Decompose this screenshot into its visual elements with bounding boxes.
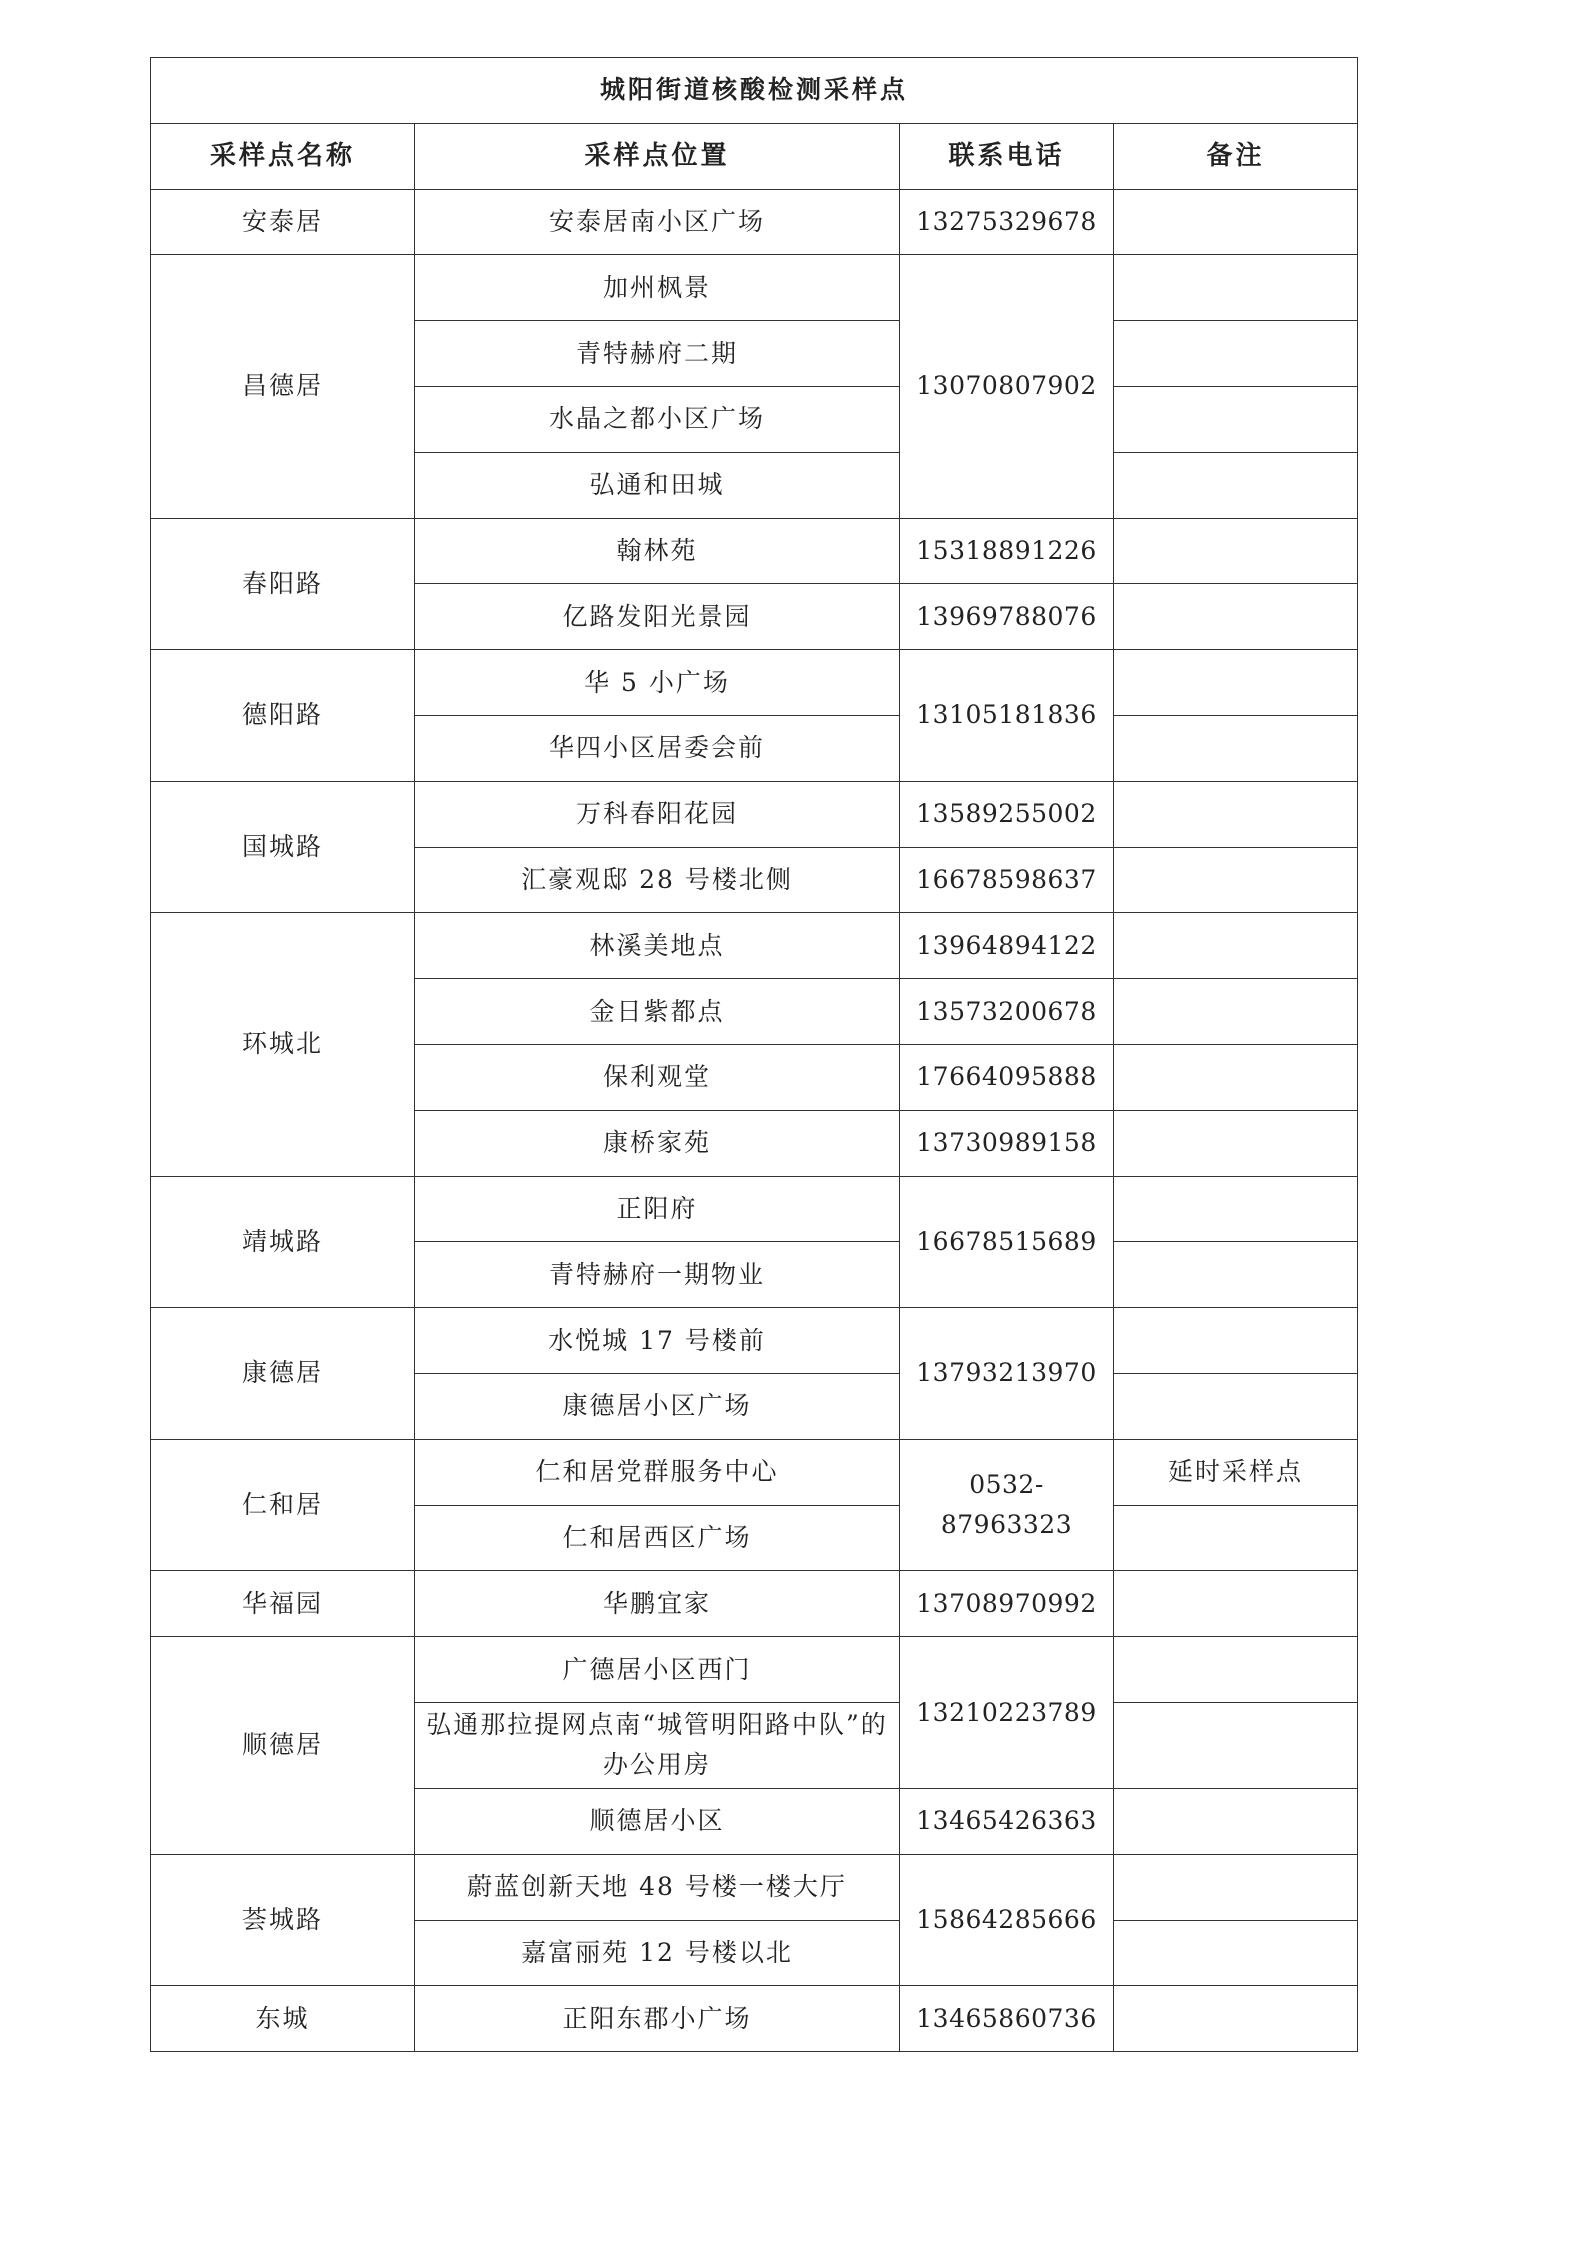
site-name: 安泰居 [151,189,415,255]
site-location: 仁和居党群服务中心 [415,1439,900,1505]
contact-phone: 13105181836 [900,650,1114,782]
site-name: 国城路 [151,781,415,913]
remark [1114,1986,1358,2052]
site-location: 正阳府 [415,1176,900,1242]
contact-phone: 13964894122 [900,913,1114,979]
site-location: 广德居小区西门 [415,1637,900,1703]
contact-phone: 13210223789 [900,1637,1114,1789]
remark [1114,715,1358,781]
remark [1114,1637,1358,1703]
site-location: 康德居小区广场 [415,1373,900,1439]
site-location: 金日紫都点 [415,979,900,1045]
site-location: 水晶之都小区广场 [415,386,900,452]
table-title: 城阳街道核酸检测采样点 [151,58,1358,124]
table-row [151,1308,1358,1374]
site-location: 保利观堂 [415,1044,900,1110]
site-location: 青特赫府一期物业 [415,1242,900,1308]
site-location: 仁和居西区广场 [415,1505,900,1571]
site-location: 林溪美地点 [415,913,900,979]
remark [1114,1788,1358,1854]
table-row [151,255,1358,321]
table-row [151,1176,1358,1242]
site-name: 春阳路 [151,518,415,650]
site-location: 嘉富丽苑 12 号楼以北 [415,1920,900,1986]
table-row [151,1439,1358,1505]
site-location: 汇豪观邸 28 号楼北侧 [415,847,900,913]
remark [1114,1044,1358,1110]
contact-phone: 13465860736 [900,1986,1114,2052]
site-location: 水悦城 17 号楼前 [415,1308,900,1374]
header-contact-phone: 联系电话 [900,123,1114,189]
contact-phone: 0532-87963323 [900,1439,1114,1571]
header-site-location: 采样点位置 [415,123,900,189]
site-name: 环城北 [151,913,415,1176]
remark [1114,386,1358,452]
site-location: 蔚蓝创新天地 48 号楼一楼大厅 [415,1854,900,1920]
contact-phone: 13969788076 [900,584,1114,650]
remark [1114,1505,1358,1571]
header-remarks: 备注 [1114,123,1358,189]
remark [1114,255,1358,321]
site-location: 弘通和田城 [415,452,900,518]
site-location: 安泰居南小区广场 [415,189,900,255]
contact-phone: 16678515689 [900,1176,1114,1308]
remark [1114,913,1358,979]
contact-phone: 16678598637 [900,847,1114,913]
site-location: 华鹏宜家 [415,1571,900,1637]
site-name: 顺德居 [151,1637,415,1855]
contact-phone: 13589255002 [900,781,1114,847]
remark [1114,584,1358,650]
contact-phone: 13573200678 [900,979,1114,1045]
contact-phone: 15864285666 [900,1854,1114,1986]
contact-phone: 13730989158 [900,1110,1114,1176]
remark [1114,1920,1358,1986]
table-row [151,1854,1358,1920]
remark [1114,189,1358,255]
remark [1114,518,1358,584]
contact-phone: 17664095888 [900,1044,1114,1110]
remark [1114,1373,1358,1439]
site-location: 顺德居小区 [415,1788,900,1854]
sampling-points-table [150,57,1358,2052]
site-name: 靖城路 [151,1176,415,1308]
contact-phone: 13275329678 [900,189,1114,255]
table-row [151,913,1358,979]
site-location: 华四小区居委会前 [415,715,900,781]
remark [1114,1702,1358,1788]
site-location: 万科春阳花园 [415,781,900,847]
contact-phone: 13708970992 [900,1571,1114,1637]
header-site-name: 采样点名称 [151,123,415,189]
remark [1114,452,1358,518]
contact-phone: 13070807902 [900,255,1114,518]
table-row [151,1637,1358,1703]
remark [1114,847,1358,913]
remark [1114,650,1358,716]
remark [1114,1571,1358,1637]
site-name: 仁和居 [151,1439,415,1571]
site-location: 华 5 小广场 [415,650,900,716]
remark [1114,1854,1358,1920]
remark: 延时采样点 [1114,1439,1358,1505]
remark [1114,1242,1358,1308]
remark [1114,1308,1358,1374]
contact-phone: 13465426363 [900,1788,1114,1854]
site-name: 东城 [151,1986,415,2052]
site-location: 弘通那拉提网点南“城管明阳路中队”的办公用房 [415,1702,900,1788]
table-row [151,1986,1358,2052]
site-name: 荟城路 [151,1854,415,1986]
site-location: 加州枫景 [415,255,900,321]
site-location: 青特赫府二期 [415,321,900,387]
contact-phone: 13793213970 [900,1308,1114,1440]
table-row [151,650,1358,716]
site-location: 亿路发阳光景园 [415,584,900,650]
site-name: 昌德居 [151,255,415,518]
table-row [151,781,1358,847]
remark [1114,979,1358,1045]
site-location: 康桥家苑 [415,1110,900,1176]
site-location: 正阳东郡小广场 [415,1986,900,2052]
table-row [151,1571,1358,1637]
remark [1114,1110,1358,1176]
remark [1114,781,1358,847]
site-name: 德阳路 [151,650,415,782]
remark [1114,321,1358,387]
remark [1114,1176,1358,1242]
site-location: 翰林苑 [415,518,900,584]
site-name: 华福园 [151,1571,415,1637]
table-row [151,518,1358,584]
site-name: 康德居 [151,1308,415,1440]
contact-phone: 15318891226 [900,518,1114,584]
table-row [151,189,1358,255]
